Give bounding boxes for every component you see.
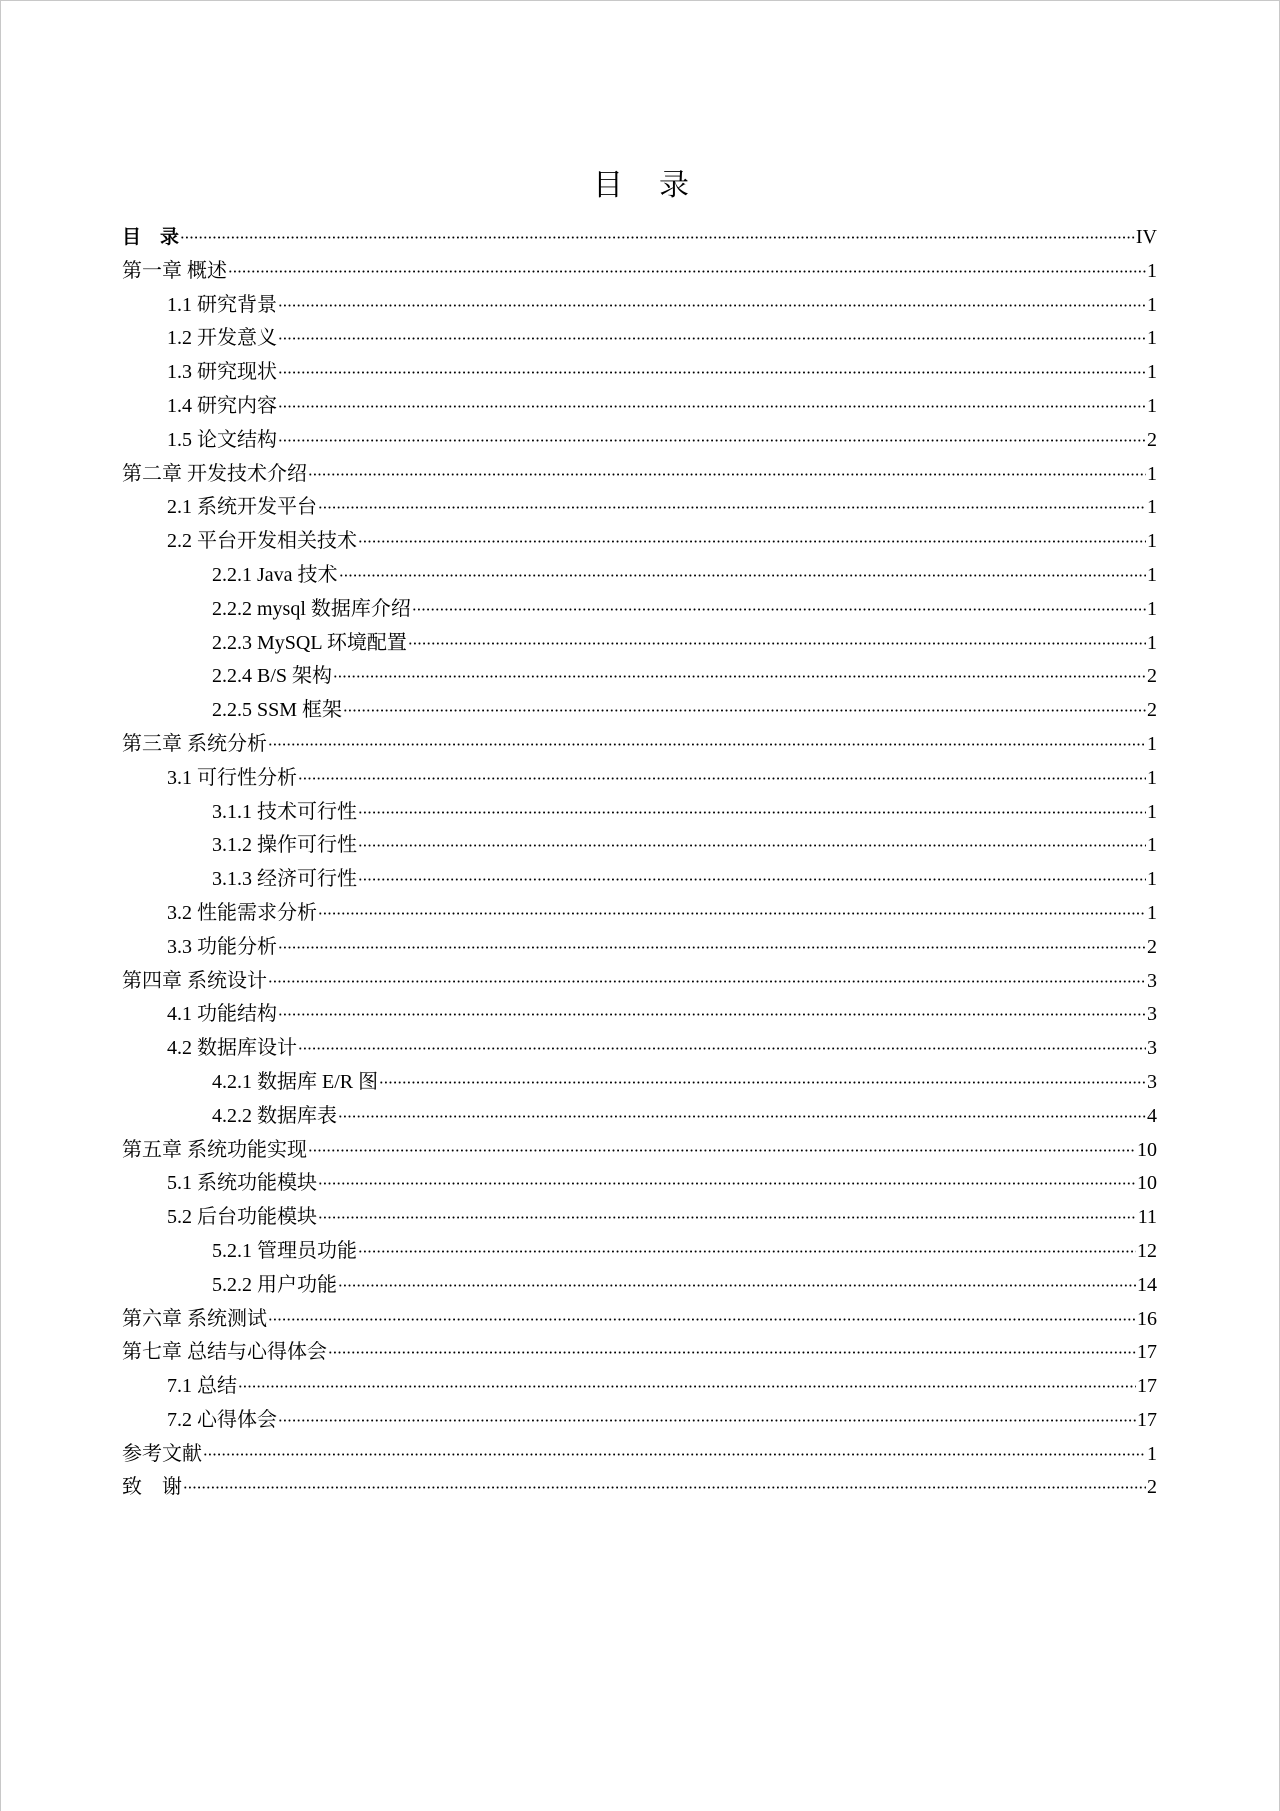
toc-entry-page-number[interactable]: 2 xyxy=(1147,1476,1157,1499)
toc-entry[interactable] xyxy=(122,491,1157,525)
toc-entry-page-number[interactable]: 14 xyxy=(1137,1273,1157,1296)
toc-entry[interactable] xyxy=(122,829,1157,863)
toc-entry-page-number[interactable]: 17 xyxy=(1137,1375,1157,1398)
dot-leader xyxy=(278,304,1146,307)
toc-entry-page-number[interactable]: 4 xyxy=(1147,1104,1157,1127)
toc-entry-page-number[interactable]: 3 xyxy=(1147,1070,1157,1093)
dot-leader xyxy=(180,236,1135,239)
dot-leader xyxy=(298,777,1146,780)
toc-entry-label[interactable]: 2.2.4 B/S 架构 xyxy=(212,665,333,688)
toc-entry-label[interactable]: 3.1.2 操作可行性 xyxy=(212,834,357,857)
toc-entry[interactable] xyxy=(122,525,1157,559)
toc-entry[interactable] xyxy=(122,1438,1157,1472)
toc-entry[interactable] xyxy=(122,660,1157,694)
dot-leader xyxy=(278,946,1146,949)
toc-entry-label[interactable]: 5.1 系统功能模块 xyxy=(167,1172,317,1195)
toc-entry[interactable] xyxy=(122,458,1157,492)
dot-leader xyxy=(268,980,1146,983)
dot-leader xyxy=(268,1318,1136,1321)
toc-entry[interactable] xyxy=(122,931,1157,965)
toc-entry[interactable] xyxy=(122,1404,1157,1438)
table-of-contents xyxy=(122,221,1157,1505)
toc-entry-page-number[interactable]: 1 xyxy=(1147,293,1157,316)
toc-entry[interactable] xyxy=(122,627,1157,661)
dot-leader xyxy=(308,1149,1136,1152)
dot-leader xyxy=(358,811,1146,814)
dot-leader xyxy=(278,405,1146,408)
toc-entry-label[interactable]: 4.1 功能结构 xyxy=(167,1003,277,1026)
toc-entry-page-number[interactable]: 1 xyxy=(1147,732,1157,755)
dot-leader xyxy=(338,1284,1136,1287)
dot-leader xyxy=(308,473,1146,476)
toc-entry-label[interactable]: 第四章 系统设计 xyxy=(122,969,267,992)
dot-leader xyxy=(318,1216,1137,1219)
toc-entry-page-number[interactable]: 1 xyxy=(1147,597,1157,620)
toc-entry-label[interactable]: 参考文献 xyxy=(122,1442,202,1465)
dot-leader xyxy=(412,608,1146,611)
toc-entry-page-number[interactable]: 3 xyxy=(1147,1037,1157,1060)
dot-leader xyxy=(183,1486,1146,1489)
toc-entry-label[interactable]: 2.2.2 mysql 数据库介绍 xyxy=(212,597,411,620)
toc-entry-label[interactable]: 1.4 研究内容 xyxy=(167,394,277,417)
toc-entry[interactable] xyxy=(122,289,1157,323)
toc-entry-page-number[interactable]: IV xyxy=(1135,226,1157,248)
page-title xyxy=(1,164,1280,208)
toc-entry[interactable] xyxy=(122,221,1157,255)
toc-entry-page-number[interactable]: 17 xyxy=(1137,1408,1157,1431)
toc-entry[interactable] xyxy=(122,965,1157,999)
toc-entry-label[interactable]: 1.3 研究现状 xyxy=(167,361,277,384)
dot-leader xyxy=(318,1182,1136,1185)
dot-leader xyxy=(379,1081,1146,1084)
toc-entry-label[interactable]: 4.2.1 数据库 E/R 图 xyxy=(212,1070,379,1093)
dot-leader xyxy=(278,337,1146,340)
toc-entry-label[interactable]: 1.1 研究背景 xyxy=(167,293,277,316)
toc-entry[interactable] xyxy=(122,762,1157,796)
toc-entry-label[interactable]: 5.2.1 管理员功能 xyxy=(212,1239,357,1262)
dot-leader xyxy=(328,1351,1136,1354)
toc-entry-page-number[interactable]: 2 xyxy=(1147,935,1157,958)
toc-entry-page-number[interactable]: 1 xyxy=(1147,868,1157,891)
toc-entry[interactable] xyxy=(122,322,1157,356)
page-title-part2: 录 xyxy=(659,168,689,203)
toc-entry[interactable] xyxy=(122,1134,1157,1168)
toc-entry-page-number[interactable]: 1 xyxy=(1147,496,1157,519)
toc-entry-page-number[interactable]: 1 xyxy=(1147,259,1157,282)
toc-entry-page-number[interactable]: 3 xyxy=(1147,969,1157,992)
toc-entry-page-number[interactable]: 16 xyxy=(1137,1307,1157,1330)
toc-entry[interactable] xyxy=(122,694,1157,728)
dot-leader xyxy=(298,1047,1146,1050)
toc-entry-label[interactable]: 2.2.5 SSM 框架 xyxy=(212,699,343,722)
toc-entry-page-number[interactable]: 1 xyxy=(1147,834,1157,857)
toc-entry[interactable] xyxy=(122,897,1157,931)
dot-leader xyxy=(203,1453,1146,1456)
toc-entry-label[interactable]: 第六章 系统测试 xyxy=(122,1307,267,1330)
toc-entry-label[interactable]: 5.2 后台功能模块 xyxy=(167,1206,317,1229)
toc-entry[interactable] xyxy=(122,424,1157,458)
toc-entry-page-number[interactable]: 1 xyxy=(1147,361,1157,384)
toc-entry[interactable] xyxy=(122,390,1157,424)
toc-entry-label[interactable]: 4.2.2 数据库表 xyxy=(212,1104,337,1127)
page-title-part1: 目 xyxy=(593,168,623,203)
toc-entry[interactable] xyxy=(122,728,1157,762)
toc-entry[interactable] xyxy=(122,593,1157,627)
dot-leader xyxy=(343,709,1146,712)
toc-entry-label[interactable]: 7.2 心得体会 xyxy=(167,1408,277,1431)
toc-entry-page-number[interactable]: 1 xyxy=(1147,563,1157,586)
toc-entry[interactable] xyxy=(122,863,1157,897)
toc-entry[interactable] xyxy=(122,796,1157,830)
toc-entry[interactable] xyxy=(122,1269,1157,1303)
dot-leader xyxy=(268,743,1146,746)
toc-entry-label[interactable]: 第五章 系统功能实现 xyxy=(122,1138,307,1161)
toc-entry-label[interactable]: 3.3 功能分析 xyxy=(167,935,277,958)
toc-entry-page-number[interactable]: 2 xyxy=(1147,428,1157,451)
toc-entry-label[interactable]: 2.2.3 MySQL 环境配置 xyxy=(212,631,407,654)
dot-leader xyxy=(228,270,1146,273)
toc-entry-label[interactable]: 2.1 系统开发平台 xyxy=(167,496,317,519)
dot-leader xyxy=(358,844,1146,847)
toc-entry[interactable] xyxy=(122,1100,1157,1134)
toc-entry-label[interactable]: 1.5 论文结构 xyxy=(167,428,277,451)
dot-leader xyxy=(358,1250,1136,1253)
toc-entry-label[interactable]: 1.2 开发意义 xyxy=(167,327,277,350)
toc-entry-page-number[interactable]: 1 xyxy=(1147,530,1157,553)
toc-entry-page-number[interactable]: 1 xyxy=(1147,901,1157,924)
toc-entry[interactable] xyxy=(122,1032,1157,1066)
dot-leader xyxy=(358,878,1146,881)
dot-leader xyxy=(318,912,1146,915)
toc-entry-page-number[interactable]: 1 xyxy=(1147,631,1157,654)
toc-entry-label[interactable]: 3.2 性能需求分析 xyxy=(167,901,317,924)
dot-leader xyxy=(278,1013,1146,1016)
dot-leader xyxy=(238,1385,1136,1388)
toc-entry[interactable] xyxy=(122,1066,1157,1100)
dot-leader xyxy=(278,371,1146,374)
toc-entry-label[interactable]: 致 谢 xyxy=(122,1476,182,1499)
dot-leader xyxy=(318,506,1146,509)
dot-leader xyxy=(358,540,1146,543)
toc-entry[interactable] xyxy=(122,1201,1157,1235)
toc-entry[interactable] xyxy=(122,1167,1157,1201)
toc-entry[interactable] xyxy=(122,255,1157,289)
toc-entry-label[interactable]: 3.1 可行性分析 xyxy=(167,766,297,789)
dot-leader xyxy=(278,1419,1136,1422)
toc-entry-page-number[interactable]: 11 xyxy=(1137,1206,1157,1229)
dot-leader xyxy=(333,675,1146,678)
dot-leader xyxy=(339,574,1146,577)
toc-entry-page-number[interactable]: 3 xyxy=(1147,1003,1157,1026)
toc-entry-label[interactable]: 第七章 总结与心得体会 xyxy=(122,1341,327,1364)
dot-leader xyxy=(408,642,1146,645)
toc-entry-page-number[interactable]: 17 xyxy=(1137,1341,1157,1364)
toc-entry-page-number[interactable]: 10 xyxy=(1137,1172,1157,1195)
toc-entry-label[interactable]: 2.2.1 Java 技术 xyxy=(212,563,338,586)
toc-entry[interactable] xyxy=(122,1303,1157,1337)
dot-leader xyxy=(278,439,1146,442)
toc-entry-page-number[interactable]: 2 xyxy=(1147,665,1157,688)
toc-entry-label[interactable]: 2.2 平台开发相关技术 xyxy=(167,530,357,553)
toc-entry-page-number[interactable]: 2 xyxy=(1147,699,1157,722)
toc-entry-page-number[interactable]: 12 xyxy=(1137,1239,1157,1262)
toc-entry-page-number[interactable]: 1 xyxy=(1147,1442,1157,1465)
toc-entry-page-number[interactable]: 1 xyxy=(1147,327,1157,350)
toc-entry-label[interactable]: 目 录 xyxy=(122,226,180,248)
toc-entry-label[interactable]: 3.1.1 技术可行性 xyxy=(212,800,357,823)
toc-entry-label[interactable]: 5.2.2 用户功能 xyxy=(212,1273,337,1296)
toc-entry[interactable] xyxy=(122,1471,1157,1505)
toc-entry-label[interactable]: 第二章 开发技术介绍 xyxy=(122,462,307,485)
toc-entry-page-number[interactable]: 1 xyxy=(1147,462,1157,485)
toc-entry[interactable] xyxy=(122,1336,1157,1370)
toc-entry[interactable] xyxy=(122,1370,1157,1404)
toc-entry-label[interactable]: 3.1.3 经济可行性 xyxy=(212,868,357,891)
toc-entry[interactable] xyxy=(122,998,1157,1032)
toc-entry-label[interactable]: 第一章 概述 xyxy=(122,259,227,282)
toc-entry-page-number[interactable]: 10 xyxy=(1137,1138,1157,1161)
toc-entry-label[interactable]: 第三章 系统分析 xyxy=(122,732,267,755)
toc-entry[interactable] xyxy=(122,559,1157,593)
dot-leader xyxy=(338,1115,1146,1118)
toc-entry[interactable] xyxy=(122,1235,1157,1269)
toc-entry-label[interactable]: 7.1 总结 xyxy=(167,1375,237,1398)
toc-entry-page-number[interactable]: 1 xyxy=(1147,394,1157,417)
toc-entry-page-number[interactable]: 1 xyxy=(1147,766,1157,789)
toc-entry-label[interactable]: 4.2 数据库设计 xyxy=(167,1037,297,1060)
toc-entry[interactable] xyxy=(122,356,1157,390)
toc-entry-page-number[interactable]: 1 xyxy=(1147,800,1157,823)
